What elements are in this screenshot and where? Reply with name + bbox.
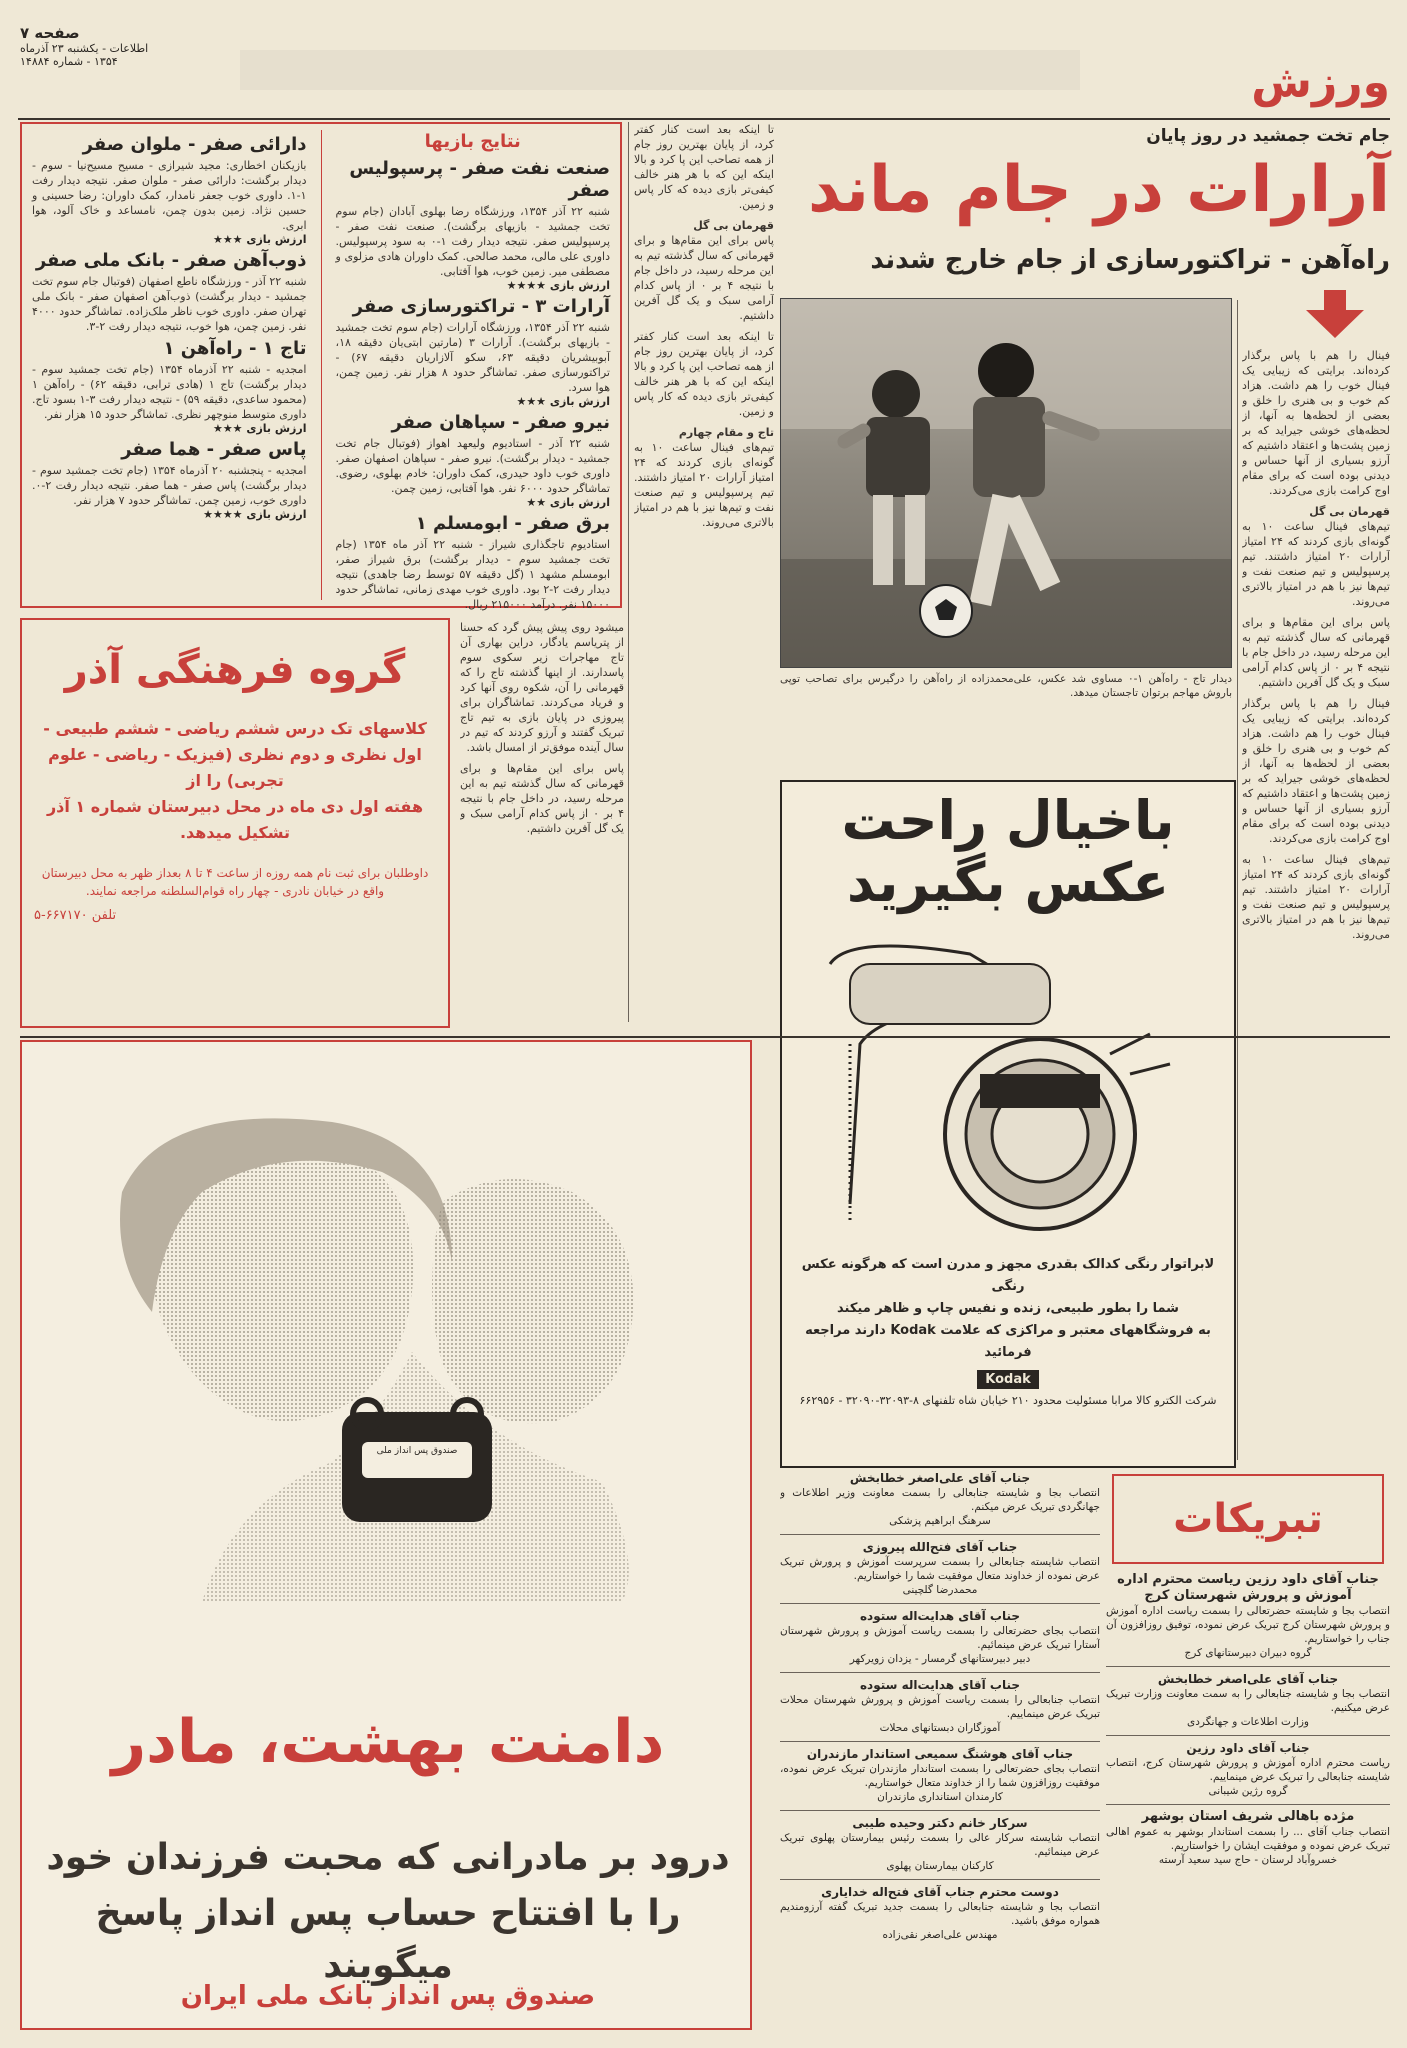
congrats-body: انتصاب بجای حضرتعالی را بسمت استاندار مازندران تبریک عرض نموده، موفقیت روزافزون شما را از خداوند متعال خواستاریم.	[780, 1763, 1100, 1789]
football-players-figure	[781, 299, 1231, 667]
kodak-line3: به فروشگاههای معتبر و مراکزی که علامت Kodak دارند مراجعه فرمائید	[805, 1323, 1211, 1360]
congrats-body: انتصاب شایسته جنابعالی را بسمت سرپرست آموزش و پرورش تبریک عرض نموده از خداوند متعال موفقیت شما را خواستاریم.	[780, 1556, 1100, 1582]
congrats-item	[780, 1539, 1100, 1597]
congrats-item	[1106, 1572, 1390, 1660]
middle-text-column	[460, 620, 624, 1020]
congrats-name: سرکار خانم دکتر وحیده طیبی	[852, 1816, 1028, 1830]
azar-line5: داوطلبان برای ثبت نام همه روزه از ساعت ۴ تا ۸ بعداز ظهر به محل دبیرستان واقع در خیابان نادری - چهار راه قوام‌السلطنه مراجعه نمایند.	[41, 866, 429, 898]
result-title: نیرو صفر - سپاهان صفر	[391, 412, 610, 433]
result-title: صنعت نفت صفر - پرسپولیس صفر	[349, 158, 610, 201]
kodak-line1: لابراتوار رنگی کدالک بقدری مجهز و مدرن است که هرگونه عکس رنگی	[801, 1257, 1215, 1294]
result-rating: ارزش بازی ★★	[526, 496, 610, 509]
congrats-body: انتصاب جناب آقای ... را بسمت استاندار بوشهر به عموم اهالی تبریک عرض نموده و موفقیت ایشان را خواستاریم.	[1106, 1826, 1390, 1852]
congrats-item	[1106, 1809, 1390, 1867]
congrats-title: تبریکات	[1173, 1496, 1323, 1542]
azar-line2: اول نظری و دوم نظری (فیزیک - ریاضی - علوم تجربی) را از	[48, 745, 422, 790]
congrats-item	[780, 1746, 1100, 1804]
congrats-sign: گروه دبیران دبیرستانهای کرج	[1184, 1647, 1312, 1659]
result-rating: ارزش بازی ★★★★	[506, 279, 610, 292]
result-title: آرارات ۳ - تراکتورسازی صفر	[352, 296, 610, 317]
congrats-item	[780, 1608, 1100, 1666]
main-subhead: راه‌آهن - تراکتورسازی از جام خارج شدند	[870, 245, 1390, 275]
page-label: صفحه ۷	[20, 24, 80, 42]
result-text: استادیوم تاجگذاری شیراز - شنبه ۲۲ آذر ماه ۱۳۵۴ (جام تخت جمشید سوم - دیدار برگشت) برق شیراز صفر، ابومسلم مشهد ۱ (گل دقیقه ۵۷ توسط رضا جاهدی) نتیجه دیدار رفت ۲-۲ بود. داوری خوب مهدی زمانی، تماشاگر حدود ۱۵۰۰۰ نفر. درآمد ۲۱۵۰۰۰ ریال.	[335, 538, 611, 611]
kodak-line2: شما را بطور طبیعی، زنده و نفیس چاپ و ظاهر میکند	[837, 1301, 1179, 1316]
result-rating: ارزش بازی ★★★★	[203, 508, 307, 521]
congrats-name: دوست محترم جناب آقای فتح‌اله خدایاری	[821, 1885, 1059, 1899]
narrow-column	[634, 122, 774, 782]
congrats-sign: وزارت اطلاعات و جهانگردی	[1187, 1716, 1309, 1728]
congrats-name: جناب آقای فتح‌الله پیروزی	[862, 1540, 1018, 1554]
result-text: شنبه ۲۲ آذر - ورزشگاه ناطع اصفهان (فوتبال جام سوم تخت جمشید - دیدار برگشت) ذوب‌آهن اصفهان صفر - بانک ملی تهران صفر. داوری خوب ناظر ملک‌زاده. تماشاگر حدود ۴۰۰۰ نفر. زمین چمن، هوا خوب، نتیجه دیدار رفت ۲-۳.	[32, 275, 307, 333]
middle-text-repeat: پاس برای این مقام‌ها و برای قهرمانی که سال گذشته تیم به این مرحله رسید، در داخل جام با نتیجه ۴ بر ۰ از پاس کدام آرامی سبک و یک گل آفرین داشتیم.	[460, 762, 624, 835]
kodak-logo: Kodak	[977, 1370, 1039, 1389]
right-lower-body: تیم‌های فینال ساعت ۱۰ به گونه‌ای بازی کردند که ۲۴ امتیاز آرارات ۲۰ امتیاز داشتند. تیم پرسپولیس و تیم صنعت نفت و تیم‌ها نیز با هم در امتیاز بالاتری می‌روند.	[1242, 520, 1390, 608]
congrats-name: مژده باهالی شریف استان بوشهر	[1141, 1809, 1355, 1824]
camera-icon	[790, 924, 1226, 1254]
bank-line1: درود بر مادرانی که محبت فرزندان خود	[46, 1837, 730, 1878]
kodak-headline1: باخیال راحت	[841, 789, 1175, 852]
main-body-text: فینال را هم با پاس برگذار کرده‌اند. برایتی که زیبایی یک فینال خوب را هم داشت. هزاد کم خوب و بی هنری را خلق و بعضی از لحظه‌ها به آنها، از لحظه‌های خوشی جیراید که بر زمین پشت‌ها و اعتقاد داشتیم که آرزو بسیاری از آنها حساس و دیدنی بوده است که برای مقام اوج کرامت بازی می‌کردند.	[1242, 349, 1390, 497]
down-arrow-icon	[1300, 290, 1370, 340]
main-body-right	[1242, 348, 1390, 1448]
result-title: پاس صفر - هما صفر	[121, 439, 307, 460]
header-rule	[18, 118, 1390, 120]
column-text: تا اینکه بعد است کنار کفتر کرد، از پایان بهترین روز جام از همه تصاحب این پا کرد و بالا اینکه این که با هر هنر خالف کیفی‌تر بازی دیده که کار پاس و زمین.	[634, 123, 774, 211]
middle-text: میشود روی پیش پیش گرد که حسنا از پتریاسم یادگار، دراین بهاری آن تاج مهاجرات زیر سکوی سوم پاسدارند. از اینها گذشته تاج را که قهرمانی را آن، شکوه روی آنها کرد و فریاد می‌کردند. تماشاگران برای پیروزی در پایان بازی به تیم تاج تبریک گفتند و آرزو کردند که تیم در سال آینده موفق‌تر از امسال باشد.	[460, 621, 624, 754]
congrats-item	[780, 1677, 1100, 1735]
col-divider-middle	[628, 122, 629, 1022]
kodak-line4: شرکت الکترو کالا مرابا مسئولیت محدود ۲۱۰ خیابان شاه تلفنهای ۸-۳۲۰۹۳-۳۲۰۹۰ - ۶۶۲۹۵۶	[799, 1394, 1217, 1407]
azar-line4: تشکیل میدهد.	[179, 823, 291, 842]
congrats-sign: گروه رژین شیبانی	[1208, 1785, 1288, 1797]
congrats-body: انتصاب جنابعالی را بسمت ریاست آموزش و پرورش شهرستان محلات تبریک عرض مینماییم.	[780, 1694, 1100, 1720]
result-text: امجدیه - پنجشنبه ۲۰ آذرماه ۱۳۵۴ (جام تخت جمشید سوم - دیدار برگشت) پاس صفر - هما صفر. نتیجه دیدار رفت ۲-۰. داوری خوب، زمین چمن. تماشاگر حدود ۷ هزار نفر.	[32, 464, 307, 507]
subsection-label: قهرمان بی گل	[1309, 505, 1390, 518]
main-body-repeat: پاس برای این مقام‌ها و برای قهرمانی که سال گذشته تیم به این مرحله رسید، در داخل جام با نتیجه ۴ بر ۰ از پاس کدام آرامی سبک و یک گل آفرین داشتیم.	[1242, 616, 1390, 689]
result-title: برق صفر - ابومسلم ۱	[415, 513, 610, 534]
photo-caption: دیدار تاج - راه‌آهن ۱-۰ مساوی شد عکس، علی‌محمدزاده از راه‌آهن را درگیرس برای تصاحب توپی باروش مهاجم برتوان تاجستان میدهد.	[780, 673, 1232, 699]
congrats-title-box	[1112, 1474, 1384, 1564]
congrats-name: جناب آقای داود رزین	[1186, 1741, 1310, 1755]
congrats-sign: سرهنگ ابراهیم پزشکی	[889, 1515, 991, 1527]
column-text-more: تا اینکه بعد است کنار کفتر کرد، از پایان بهترین روز جام از همه تصاحب این پا کرد و بالا اینکه این که با هر هنر خالف کیفی‌تر بازی دیده که کار پاس و زمین.	[634, 330, 774, 418]
result-title: ذوب‌آهن صفر - بانک ملی صفر	[35, 250, 307, 271]
congrats-sign: محمدرضا گلچینی	[902, 1584, 978, 1596]
congrats-sign: خسروآباد لرستان - حاج سید سعید آرسته	[1158, 1854, 1338, 1866]
col-divider-right	[1237, 300, 1238, 1460]
column-lower-text2: تیم‌های فینال ساعت ۱۰ به گونه‌ای بازی کردند که ۲۴ امتیاز آرارات ۲۰ امتیاز داشتند. تیم پرسپولیس و تیم صنعت نفت و تیم‌ها نیز با هم در امتیاز بالاتری می‌روند.	[634, 441, 774, 529]
bank-headline: دامنت بهشت، مادر	[111, 1707, 665, 1777]
header-banner-faded	[240, 50, 1080, 90]
column-subsection: قهرمان بی گل	[693, 219, 774, 232]
congrats-body: انتصاب بجای حضرتعالی را بسمت ریاست آموزش و پرورش شهرستان آستارا تبریک عرض مینمائیم.	[780, 1625, 1100, 1651]
results-title: نتایج بازیها	[424, 131, 521, 152]
main-headline: آرارات در جام ماند	[807, 153, 1390, 227]
congrats-item	[1106, 1740, 1390, 1798]
congrats-sign: مهندس علی‌اصغر نقی‌زاده	[882, 1929, 998, 1941]
congrats-item	[780, 1815, 1100, 1873]
results-left-column	[32, 130, 307, 600]
result-text: بازیکنان اخطاری: مجید شیرازی - مسیح مسیح‌نیا - سوم - دیدار برگشت: دارائی صفر - ملوان صفر. نتیجه دیدار رفت ۱-۱. داوری خوب جعفر نامدار، کمک داوران: رضا حسینی و حسین نژاد. زمین بدون چمن، نامساعد و خاک آلود، هوا ابری.	[32, 159, 307, 232]
main-kicker: جام تخت جمشید در روز پایان	[1146, 126, 1390, 146]
column-lower-text: پاس برای این مقام‌ها و برای قهرمانی که سال گذشته تیم به این مرحله رسید، در داخل جام با نتیجه ۴ بر ۰ از پاس کدام آرامی سبک و یک گل آفرین داشتیم.	[634, 234, 774, 322]
paper-info: اطلاعات - یکشنبه ۲۳ آذرماه	[20, 42, 149, 55]
bank-ad	[20, 1040, 752, 2030]
congrats-name: جناب آقای هدایت‌اله ستوده	[859, 1678, 1021, 1692]
kodak-ad	[780, 780, 1236, 1468]
mother-child-illustration	[82, 1082, 702, 1602]
bank-line2: را با افتتاح حساب پس انداز پاسخ میگویند	[95, 1893, 681, 1986]
congrats-name: جناب آقای هدایت‌اله ستوده	[859, 1609, 1021, 1623]
results-right-column	[335, 130, 611, 611]
page-info	[20, 24, 220, 84]
kodak-headline2: عکس بگیرید	[846, 851, 1170, 914]
results-box	[20, 122, 622, 611]
congrats-body: انتصاب بجا و شایسته حضرتعالی را بسمت ریاست اداره آموزش و پرورش شهرستان کرج تبریک عرض نموده، توفیق روزافزون آن جناب را خواستاریم.	[1106, 1605, 1390, 1645]
bank-footer: صندوق پس انداز بانک ملی ایران	[180, 1981, 596, 2011]
congrats-name: جناب آقای داود رزین ریاست محترم اداره آموزش و پرورش شهرستان کرج	[1117, 1572, 1379, 1603]
result-rating: ارزش بازی ★★★	[516, 395, 610, 408]
congrats-name: جناب آقای علی‌اصغر خطابخش	[849, 1471, 1031, 1485]
congrats-sign: دبیر دبیرستانهای گرمسار - یزدان زویرکهر	[849, 1653, 1031, 1665]
results-divider	[321, 130, 322, 600]
congrats-body: انتصاب شایسته سرکار عالی را بسمت رئیس بیمارستان پهلوی تبریک عرض مینمائیم.	[780, 1832, 1100, 1858]
azar-line3: هفته اول دی ماه در محل دبیرستان شماره ۱ آذر	[46, 797, 424, 816]
azar-ad	[20, 618, 450, 1028]
congrats-sign: کارمندان استانداری مازندران	[877, 1791, 1003, 1803]
result-rating: ارزش بازی ★★★	[212, 233, 307, 246]
issue-info: ۱۳۵۴ - شماره ۱۴۸۸۴	[20, 55, 118, 68]
azar-title: گروه فرهنگی آذر	[64, 647, 406, 693]
congrats-column-left	[780, 1470, 1100, 2030]
result-title: تاج ۱ - راه‌آهن ۱	[163, 338, 307, 359]
congrats-item	[1106, 1671, 1390, 1729]
azar-phone: تلفن ۶۶۷۱۷۰-۵	[34, 908, 117, 923]
congrats-column-right	[1106, 1474, 1390, 2030]
camera-illustration	[790, 924, 1226, 1254]
result-text: شنبه ۲۲ آذر ۱۳۵۴، ورزشگاه آرارات (جام سوم تخت جمشید - بازیهای برگشت). آرارات ۳ (مارتین ابتی‌یان دقیقه ۱۸، آبوبیشریان دقیقه ۶۳، سکو آلازاریان دقیقه ۶۷) - تراکتورسازی صفر. تماشاگر حدود ۸ هزار نفر. زمین چمن، هوا سرد.	[335, 321, 611, 394]
mother-child-icon	[82, 1082, 702, 1602]
section-title: ورزش	[1251, 57, 1390, 108]
congrats-name: جناب آقای علی‌اصغر خطابخش	[1157, 1672, 1339, 1686]
congrats-body: انتصاب بجا و شایسته جنابعالی را به سمت معاونت وزارت تبریک عرض میکنیم.	[1106, 1688, 1390, 1714]
column-subsection2: تاج و مقام چهارم	[678, 426, 774, 439]
match-photo	[780, 298, 1232, 668]
main-body-repeat3: تیم‌های فینال ساعت ۱۰ به گونه‌ای بازی کردند که ۲۴ امتیاز آرارات ۲۰ امتیاز داشتند. تیم پرسپولیس و تیم صنعت نفت و تیم‌ها نیز با هم در امتیاز بالاتری می‌روند.	[1242, 853, 1390, 941]
result-rating: ارزش بازی ★★★	[212, 422, 307, 435]
result-text: شنبه ۲۲ آذر ۱۳۵۴، ورزشگاه رضا بهلوی آبادان (جام سوم تخت جمشید - بازیهای برگشت). صنعت نفت صفر - پرسپولیس صفر. نتیجه دیدار رفت ۱-۰ به سود پرسپولیس. داوری علی مالی، محمد صالحی. کمک داوران هادی مزلوی و مصطفی میر. زمین خوب، هوا آفتابی.	[335, 205, 610, 278]
azar-line1: کلاسهای تک درس ششم ریاضی - ششم طبیعی -	[43, 719, 427, 738]
mid-rule	[20, 1036, 1390, 1038]
result-text: شنبه ۲۲ آذر - استادیوم ولیعهد اهواز (فوتبال جام تخت جمشید - دیدار برگشت). نیرو صفر - سپاهان اصفهان صفر. داوری خوب داود حیدری، کمک داوران: خادم بهلوی، رضوی. تماشاگر حدود ۶۰۰۰ نفر. هوا آفتابی، زمین چمن.	[335, 437, 611, 495]
congrats-body: انتصاب بجا و شایسته جنابعالی را بسمت جدید تبریک گفته آرزومندیم همواره موفق باشید.	[780, 1901, 1100, 1927]
congrats-body: انتصاب بجا و شایسته جنابعالی را بسمت معاونت وزیر اطلاعات و جهانگردی تبریک عرض میکنم.	[780, 1487, 1100, 1513]
congrats-name: جناب آقای هوشنگ سمیعی استاندار مازندران	[806, 1747, 1074, 1761]
congrats-body: ریاست محترم اداره آموزش و پرورش شهرستان کرج، انتصاب شایسته جنابعالی را تبریک عرض مینماییم.	[1106, 1757, 1390, 1783]
congrats-sign: کارکنان بیمارستان پهلوی	[886, 1860, 994, 1872]
congrats-item	[780, 1470, 1100, 1528]
result-title: دارائی صفر - ملوان صفر	[82, 134, 307, 155]
congrats-sign: آموزگاران دبستانهای محلات	[879, 1722, 1001, 1734]
savings-box-label: صندوق پس انداز ملی	[376, 1446, 458, 1456]
congrats-item	[780, 1884, 1100, 1942]
result-text: امجدیه - شنبه ۲۲ آذرماه ۱۳۵۴ (جام تخت جمشید سوم - دیدار برگشت) تاج ۱ (هادی ترابی، دقیقه ۶۲) - راه‌آهن ۱ (محمود ساعدی، دقیقه ۵۹) - نتیجه دیدار رفت ۳-۱ بسود تاج. داوری متوسط منوچهر نظری. تماشاگر حدود ۱۵ هزار نفر.	[32, 363, 307, 421]
main-body-repeat2: فینال را هم با پاس برگذار کرده‌اند. برایتی که زیبایی یک فینال خوب را هم داشت. هزاد کم خوب و بی هنری را خلق و بعضی از لحظه‌ها به آنها، از لحظه‌های خوشی جیراید که بر زمین پشت‌ها و اعتقاد داشتیم که آرزو بسیاری از آنها حساس و دیدنی بوده است که برای مقام اوج کرامت بازی می‌کردند.	[1242, 697, 1390, 845]
